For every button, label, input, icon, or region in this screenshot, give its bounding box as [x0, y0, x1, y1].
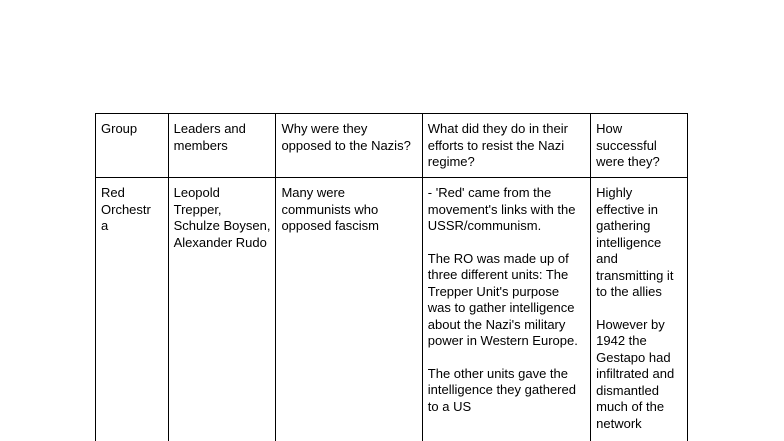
success-paragraph: Highly effective in gathering intelligence and transmitting it to the allies [596, 185, 674, 299]
actions-paragraph: The other units gave the intelligence they gathered to a US [427, 365, 576, 414]
table-header-row [96, 114, 688, 178]
header-cell-actions: What did they do in their efforts to resist the Nazi regime? [422, 114, 590, 178]
header-cell-why-opposed: Why were they opposed to the Nazis? [276, 114, 422, 178]
cell-group [96, 178, 169, 441]
resistance-groups-table [95, 113, 688, 441]
table-row [96, 178, 688, 441]
header-cell-group: Group [96, 114, 169, 178]
header-cell-success: How successful were they? [591, 114, 688, 178]
success-paragraph: However by 1942 the Gestapo had infiltrated and dismantled much of the network [596, 316, 675, 431]
cell-success [591, 178, 688, 441]
actions-paragraph: The RO was made up of three different units: The Trepper Unit's purpose was to gather intelligence about the Nazi's military power in Western Europe. [427, 250, 578, 348]
cell-leaders: Leopold Trepper, Schulze Boysen, Alexander Rudo [168, 178, 276, 441]
header-cell-leaders: Leaders and members [168, 114, 276, 178]
actions-paragraph: - 'Red' came from the movement's links with the USSR/communism. [427, 185, 576, 233]
cell-why-opposed: Many were communists who opposed fascism [276, 178, 422, 441]
cell-actions [422, 178, 590, 441]
group-name: Red Orchestr a [101, 185, 151, 233]
